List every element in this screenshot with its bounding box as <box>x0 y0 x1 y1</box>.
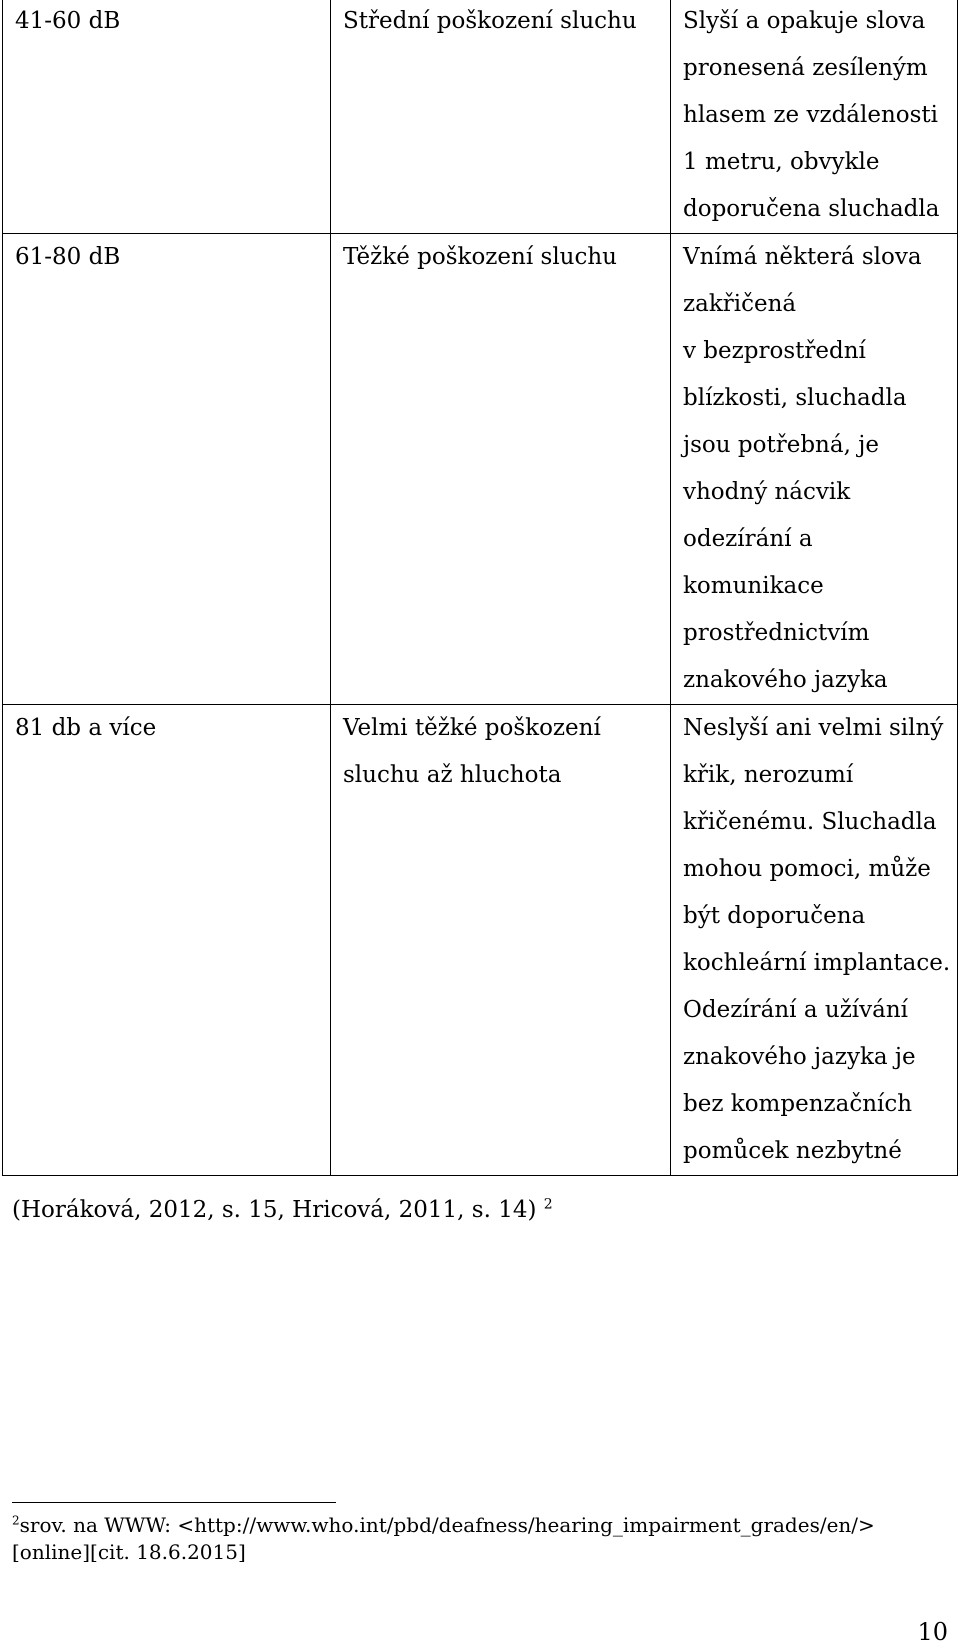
table-body <box>3 0 958 1176</box>
grade-cell <box>331 234 671 705</box>
range-text: 41-60 dB <box>15 8 121 34</box>
grade-cell <box>331 705 671 1176</box>
description-line: mohou pomoci, může <box>683 856 931 882</box>
description-line: v bezprostřední <box>683 338 866 364</box>
range-cell <box>3 0 331 234</box>
description-line: bez kompenzačních <box>683 1091 913 1117</box>
grade-text: Střední poškození sluchu <box>343 8 637 34</box>
grade-text: Těžké poškození sluchu <box>343 244 617 270</box>
description-line: 1 metru, obvykle <box>683 149 880 175</box>
description-line: znakového jazyka je <box>683 1044 916 1070</box>
description-line: odezírání a <box>683 526 813 552</box>
table-row <box>3 0 958 234</box>
description-line: zakřičená <box>683 291 797 317</box>
description-line: Odezírání a užívání <box>683 997 909 1023</box>
description-line: doporučena sluchadla <box>683 196 940 222</box>
table-source-citation <box>12 1190 553 1230</box>
description-line: hlasem ze vzdálenosti <box>683 102 939 128</box>
description-line: znakového jazyka <box>683 667 888 693</box>
description-line: křičenému. Sluchadla <box>683 809 937 835</box>
range-text: 81 db a více <box>15 715 157 741</box>
description-line: Neslyší ani velmi silný <box>683 715 944 741</box>
footnote-line <box>12 1512 952 1539</box>
footnote-reference: 2 <box>543 1196 553 1213</box>
grade-text: Velmi těžké poškození <box>343 715 601 741</box>
footnote-text: srov. na WWW: <http://www.who.int/pbd/deafness/hearing_impairment_grades/en/> <box>19 1513 875 1537</box>
hearing-impairment-table <box>2 0 958 1176</box>
description-line: prostřednictvím <box>683 620 870 646</box>
table-row <box>3 705 958 1176</box>
description-line: pronesená zesíleným <box>683 55 928 81</box>
description-line: křik, nerozumí <box>683 762 854 788</box>
footnote-separator <box>12 1502 336 1503</box>
description-line: vhodný nácvik <box>683 479 851 505</box>
page-number: 10 <box>917 1618 948 1646</box>
range-text: 61-80 dB <box>15 244 121 270</box>
description-line: Slyší a opakuje slova <box>683 8 926 34</box>
grade-cell <box>331 0 671 234</box>
citation-text: (Horáková, 2012, s. 15, Hricová, 2011, s. 14) <box>12 1197 537 1223</box>
footnote <box>12 1512 952 1566</box>
description-line: kochleární implantace. <box>683 950 951 976</box>
description-line: blízkosti, sluchadla <box>683 385 907 411</box>
description-line: Vnímá některá slova <box>683 244 922 270</box>
description-line: být doporučena <box>683 903 866 929</box>
description-cell <box>671 234 958 705</box>
description-line: komunikace <box>683 573 824 599</box>
footnote-mark: 2 <box>12 1513 20 1528</box>
description-cell <box>671 705 958 1176</box>
footnote-line: [online][cit. 18.6.2015] <box>12 1540 246 1564</box>
grade-text: sluchu až hluchota <box>343 762 562 788</box>
range-cell <box>3 705 331 1176</box>
description-line: jsou potřebná, je <box>683 432 879 458</box>
description-line: pomůcek nezbytné <box>683 1138 902 1164</box>
table-row <box>3 234 958 705</box>
description-cell <box>671 0 958 234</box>
range-cell <box>3 234 331 705</box>
